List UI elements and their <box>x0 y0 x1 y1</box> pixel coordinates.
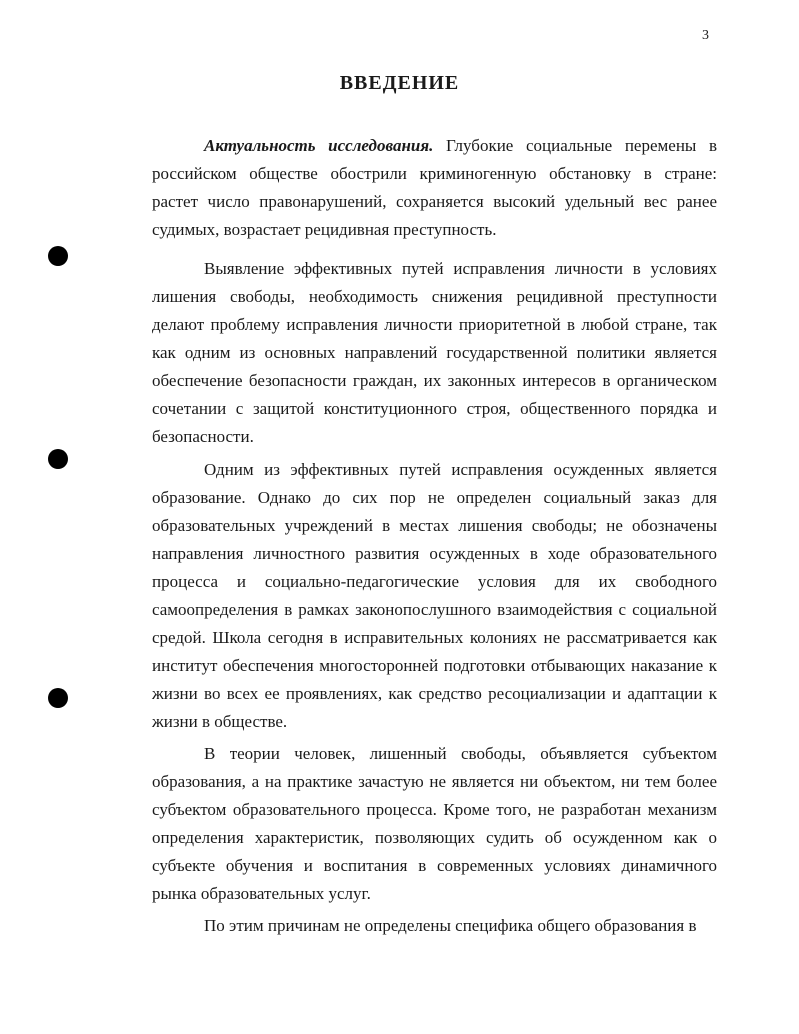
page-number: 3 <box>702 28 709 43</box>
page-title: ВВЕДЕНИЕ <box>339 72 460 94</box>
punch-hole <box>48 688 68 708</box>
punch-hole <box>48 246 68 266</box>
relevance-text: Глубокие социальные перемены в российском обществе обострили криминогенную обстановку в стране: растет число правонарушений, сохраняется высокий удельный вес ранее судимых, возрастает рецидивная преступность. <box>152 136 717 239</box>
paragraph-relevance <box>152 132 717 244</box>
relevance-lead: Актуальность исследования. <box>204 136 434 155</box>
paragraph-4: В теории человек, лишенный свободы, объявляется субъектом образования, а на практике зачастую не является ни объектом, ни тем более субъектом образовательного процесса. Кроме того, не разработан механизм определения характеристик, позволяющих судить об осужденном как о субъекте обучения и воспитания в современных условиях динамичного рынка образовательных услуг. <box>152 744 717 903</box>
paragraph-5: По этим причинам не определены специфика общего образования в <box>204 916 697 935</box>
punch-hole <box>48 449 68 469</box>
paragraph-2: Выявление эффективных путей исправления личности в условиях лишения свободы, необходимость снижения рецидивной преступности делают проблему исправления личности приоритетной в любой стране, так как одним из основных направлений государственной политики является обеспечение безопасности граждан, их законных интересов в органическом сочетании с защитой конституционного строя, общественного порядка и безопасности. <box>152 259 717 446</box>
paragraph-3: Одним из эффективных путей исправления осужденных является образование. Однако до сих пор не определен социальный заказ для образовательных учреждений в местах лишения свободы; не обозначены направления личностного развития осужденных в ходе образовательного процесса и социально-педагогические условия для их свободного самоопределения в рамках законопослушного взаимодействия с социальной средой. Школа сегодня в исправительных колониях не рассматривается как институт обеспечения многосторонней подготовки отбывающих наказание к жизни во всех ее проявлениях, как средство ресоциализации и адаптации к жизни в обществе. <box>152 460 717 731</box>
